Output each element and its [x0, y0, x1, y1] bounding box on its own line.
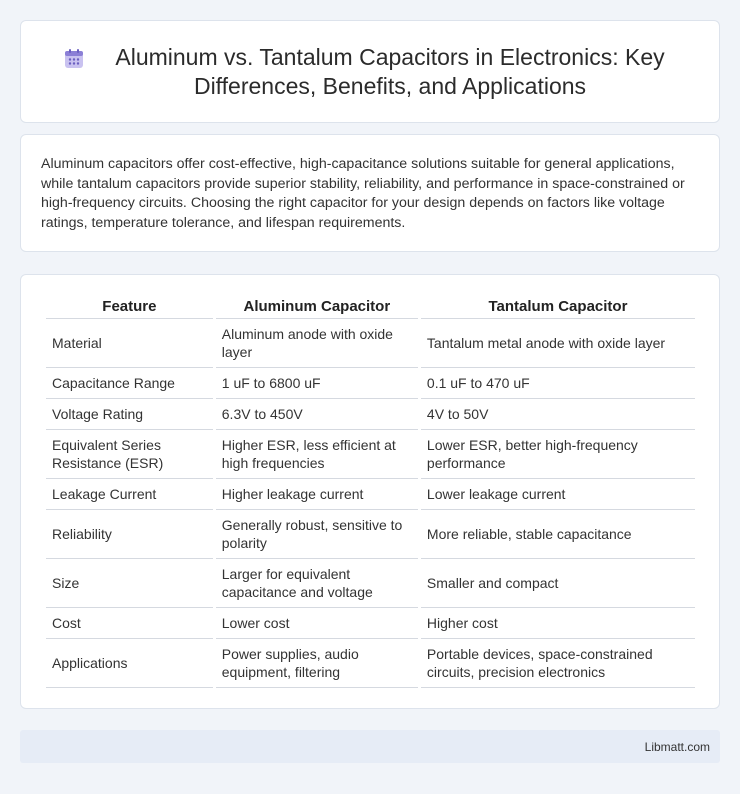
table-row — [46, 430, 695, 479]
table-row — [46, 608, 695, 639]
summary-card — [20, 134, 720, 252]
tantalum-cell: Tantalum metal anode with oxide layer — [421, 319, 695, 368]
feature-cell: Material — [46, 319, 213, 368]
header-aluminum: Aluminum Capacitor — [216, 295, 418, 319]
aluminum-cell: 1 uF to 6800 uF — [216, 368, 418, 399]
tantalum-cell: Lower leakage current — [421, 479, 695, 510]
feature-cell: Applications — [46, 639, 213, 688]
feature-cell: Cost — [46, 608, 213, 639]
feature-cell: Capacitance Range — [46, 368, 213, 399]
tantalum-cell: Portable devices, space-constrained circuits, precision electronics — [421, 639, 695, 688]
feature-cell: Leakage Current — [46, 479, 213, 510]
title-card — [20, 20, 720, 123]
table-row — [46, 399, 695, 430]
tantalum-cell: Higher cost — [421, 608, 695, 639]
aluminum-cell: Higher leakage current — [216, 479, 418, 510]
tantalum-cell: 4V to 50V — [421, 399, 695, 430]
aluminum-cell: Power supplies, audio equipment, filtering — [216, 639, 418, 688]
header-tantalum: Tantalum Capacitor — [421, 295, 695, 319]
aluminum-cell: Higher ESR, less efficient at high frequencies — [216, 430, 418, 479]
tantalum-cell: More reliable, stable capacitance — [421, 510, 695, 559]
comparison-card — [20, 274, 720, 709]
aluminum-cell: Larger for equivalent capacitance and voltage — [216, 559, 418, 608]
aluminum-cell: Lower cost — [216, 608, 418, 639]
table-row — [46, 368, 695, 399]
tantalum-cell: 0.1 uF to 470 uF — [421, 368, 695, 399]
summary-paragraph: Aluminum capacitors offer cost-effective, high-capacitance solutions suitable for general applications, while tantalum capacitors provide superior stability, reliability, and performance in space-constrained or high-frequency circuits. Choosing the right capacitor for your design depends on factors like voltage ratings, temperature tolerance, and lifespan requirements. — [41, 156, 685, 231]
table-row — [46, 319, 695, 368]
feature-cell: Size — [46, 559, 213, 608]
page-title: Aluminum vs. Tantalum Capacitors in Electronics: Key Differences, Benefits, and Applications — [115, 44, 665, 99]
table-row — [46, 510, 695, 559]
feature-cell: Equivalent Series Resistance (ESR) — [46, 430, 213, 479]
table-row — [46, 559, 695, 608]
table-row — [46, 479, 695, 510]
tantalum-cell: Smaller and compact — [421, 559, 695, 608]
feature-cell: Voltage Rating — [46, 399, 213, 430]
feature-cell: Reliability — [46, 510, 213, 559]
header-feature: Feature — [46, 295, 213, 319]
footer-site-link[interactable]: Libmatt.com — [644, 740, 710, 754]
comparison-table — [43, 295, 698, 688]
tantalum-cell: Lower ESR, better high-frequency performance — [421, 430, 695, 479]
aluminum-cell: Aluminum anode with oxide layer — [216, 319, 418, 368]
aluminum-cell: Generally robust, sensitive to polarity — [216, 510, 418, 559]
table-row — [46, 639, 695, 688]
table-header-row — [46, 295, 695, 319]
footer-bar — [20, 730, 720, 763]
aluminum-cell: 6.3V to 450V — [216, 399, 418, 430]
